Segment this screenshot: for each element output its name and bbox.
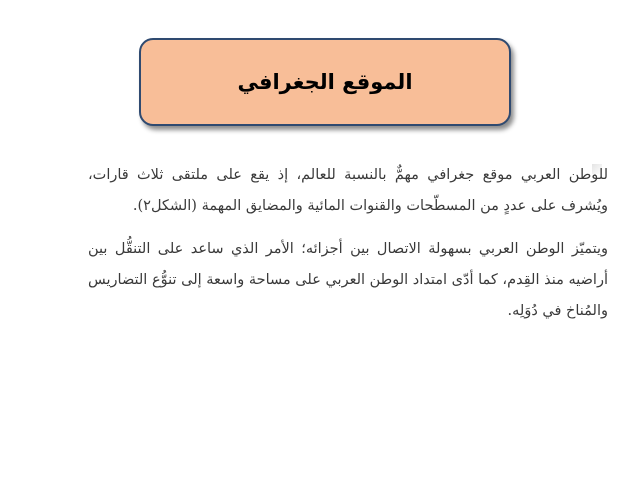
title-banner bbox=[139, 38, 511, 126]
paragraph-1: للوطن العربي موقع جغرافي مهمٌّ بالنسبة للعالم، إذ يقع على ملتقى ثلاث قارات، ويُشرف على عددٍ من المسطّحات والقنوات المائية والمضايق المهمة (الشكل٢). bbox=[88, 167, 608, 214]
paragraph-2: ويتميّز الوطن العربي بسهولة الاتصال بين أجزائه؛ الأمر الذي ساعد على التنقُّل بين أراضيه منذ القِدم، كما أدّى امتداد الوطن العربي على مساحة واسعة إلى تنوُّع التضاريس والمُناخ في دُوَلِه. bbox=[88, 241, 608, 319]
page-title: الموقع الجغرافي bbox=[237, 70, 413, 94]
text-body bbox=[88, 160, 608, 400]
